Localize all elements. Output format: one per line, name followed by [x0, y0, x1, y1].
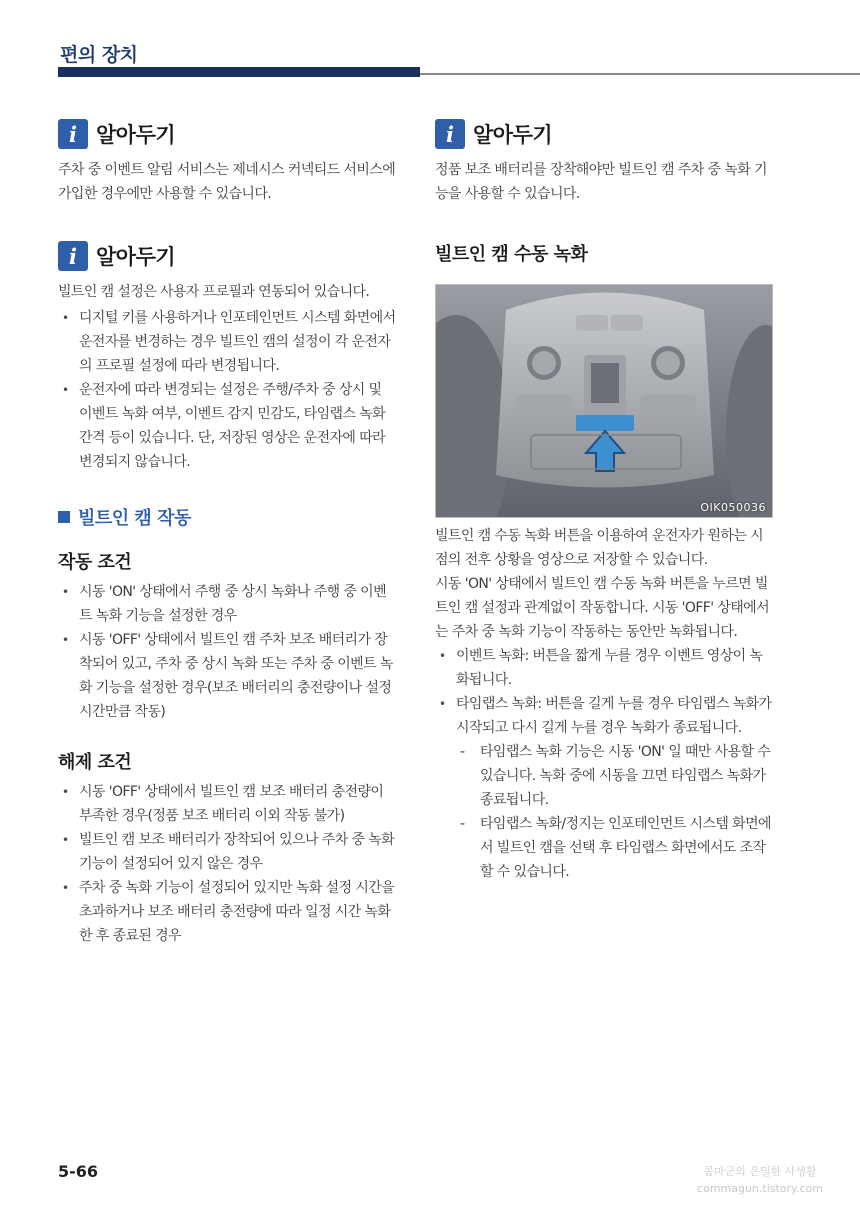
info-icon: i	[435, 119, 465, 149]
manual-paragraph-1: 빌트인 캠 수동 녹화 버튼을 이용하여 운전자가 원하는 시점의 전후 상황을 영상으로 저장할 수 있습니다.	[435, 528, 764, 568]
note-text: 정품 보조 배터리를 장착해야만 빌트인 캠 주차 중 녹화 기능을 사용할 수 있습니다.	[435, 162, 767, 202]
sub-list-item: - 타임랩스 녹화/정지는 인포테인먼트 시스템 화면에서 빌트인 캠을 선택 후 타임랩스 화면에서도 조작할 수 있습니다.	[456, 812, 773, 884]
sub-list-item: - 타임랩스 녹화 기능은 시동 'ON' 일 때만 사용할 수 있습니다. 녹화 중에 시동을 끄면 타임랩스 녹화가 종료됩니다.	[456, 740, 773, 812]
note-title: 알아두기	[96, 245, 176, 269]
page-header-title: 편의 장치	[60, 44, 138, 66]
section-heading	[58, 504, 396, 530]
release-conditions-heading: 해제 조건	[58, 752, 132, 773]
header-rule-light	[420, 73, 860, 75]
list-item: • 운전자에 따라 변경되는 설정은 주행/주차 중 상시 및 이벤트 녹화 여부, 이벤트 감지 민감도, 타임랩스 녹화 간격 등이 있습니다. 단, 저장된 영상은 운전자에 따라 변경되지 않습니다.	[58, 378, 396, 474]
release-conditions-list	[58, 780, 396, 948]
info-icon: i	[58, 119, 88, 149]
manual-bullet-list	[435, 644, 773, 884]
header-rule-dark	[58, 67, 420, 77]
section-title: 빌트인 캠 작동	[78, 508, 191, 529]
note-title: 알아두기	[473, 123, 553, 147]
note-intro: 빌트인 캠 설정은 사용자 프로필과 연동되어 있습니다.	[58, 284, 370, 300]
operating-conditions-heading: 작동 조건	[58, 552, 132, 573]
watermark-line: 콤마군의 은밀한 사생활	[703, 1165, 817, 1178]
note-box-battery	[435, 118, 773, 206]
right-column	[435, 118, 773, 884]
note-box-service	[58, 118, 396, 206]
note-box-profile	[58, 240, 396, 474]
list-item: • 주차 중 녹화 기능이 설정되어 있지만 녹화 설정 시간을 초과하거나 보조 배터리 충전량에 따라 일정 시간 녹화한 후 종료된 경우	[58, 876, 396, 948]
note-title: 알아두기	[96, 123, 176, 147]
image-code-label: OIK050036	[700, 501, 766, 514]
manual-paragraph-2: 시동 'ON' 상태에서 빌트인 캠 수동 녹화 버튼을 누르면 빌트인 캠 설정과 관계없이 작동합니다. 시동 'OFF' 상태에서는 주차 중 녹화 기능이 작동하는 동안만 녹화됩니다.	[435, 576, 770, 640]
info-icon: i	[58, 241, 88, 271]
page-number: 5-66	[58, 1162, 99, 1181]
list-item: • 시동 'OFF' 상태에서 빌트인 캠 보조 배터리 충전량이 부족한 경우(정품 보조 배터리 이외 작동 불가)	[58, 780, 396, 828]
operating-conditions-list	[58, 580, 396, 724]
manual-recording-heading: 빌트인 캠 수동 녹화	[435, 244, 588, 265]
list-item: • 이벤트 녹화: 버튼을 짧게 누를 경우 이벤트 영상이 녹화됩니다.	[435, 644, 773, 692]
note-text: 주차 중 이벤트 알림 서비스는 제네시스 커넥티드 서비스에 가입한 경우에만 사용할 수 있습니다.	[58, 162, 396, 202]
left-column	[58, 118, 396, 948]
square-bullet-icon	[58, 511, 70, 523]
watermark-line: commagun.tistory.com	[697, 1182, 823, 1195]
overhead-console-photo	[435, 284, 773, 518]
list-item: • 디지털 키를 사용하거나 인포테인먼트 시스템 화면에서 운전자를 변경하는 경우 빌트인 캠의 설정이 각 운전자의 프로필 설정에 따라 변경됩니다.	[58, 306, 396, 378]
list-item-text: 타임랩스 녹화: 버튼을 길게 누를 경우 타임랩스 녹화가 시작되고 다시 길게 누를 경우 녹화가 종료됩니다.	[456, 696, 772, 736]
timelapse-sub-list	[456, 740, 773, 884]
list-item: • 빌트인 캠 보조 배터리가 장착되어 있으나 주차 중 녹화 기능이 설정되어 있지 않은 경우	[58, 828, 396, 876]
list-item	[435, 692, 773, 884]
list-item: • 시동 'ON' 상태에서 주행 중 상시 녹화나 주행 중 이벤트 녹화 기능을 설정한 경우	[58, 580, 396, 628]
overhead-console-illustration	[436, 285, 773, 518]
list-item: • 시동 'OFF' 상태에서 빌트인 캠 주차 보조 배터리가 장착되어 있고, 주차 중 상시 녹화 또는 주차 중 이벤트 녹화 기능을 설정한 경우(보조 배터리의 충전량이나 설정 시간만큼 작동)	[58, 628, 396, 724]
watermark	[680, 1163, 840, 1197]
note-bullet-list	[58, 306, 396, 474]
